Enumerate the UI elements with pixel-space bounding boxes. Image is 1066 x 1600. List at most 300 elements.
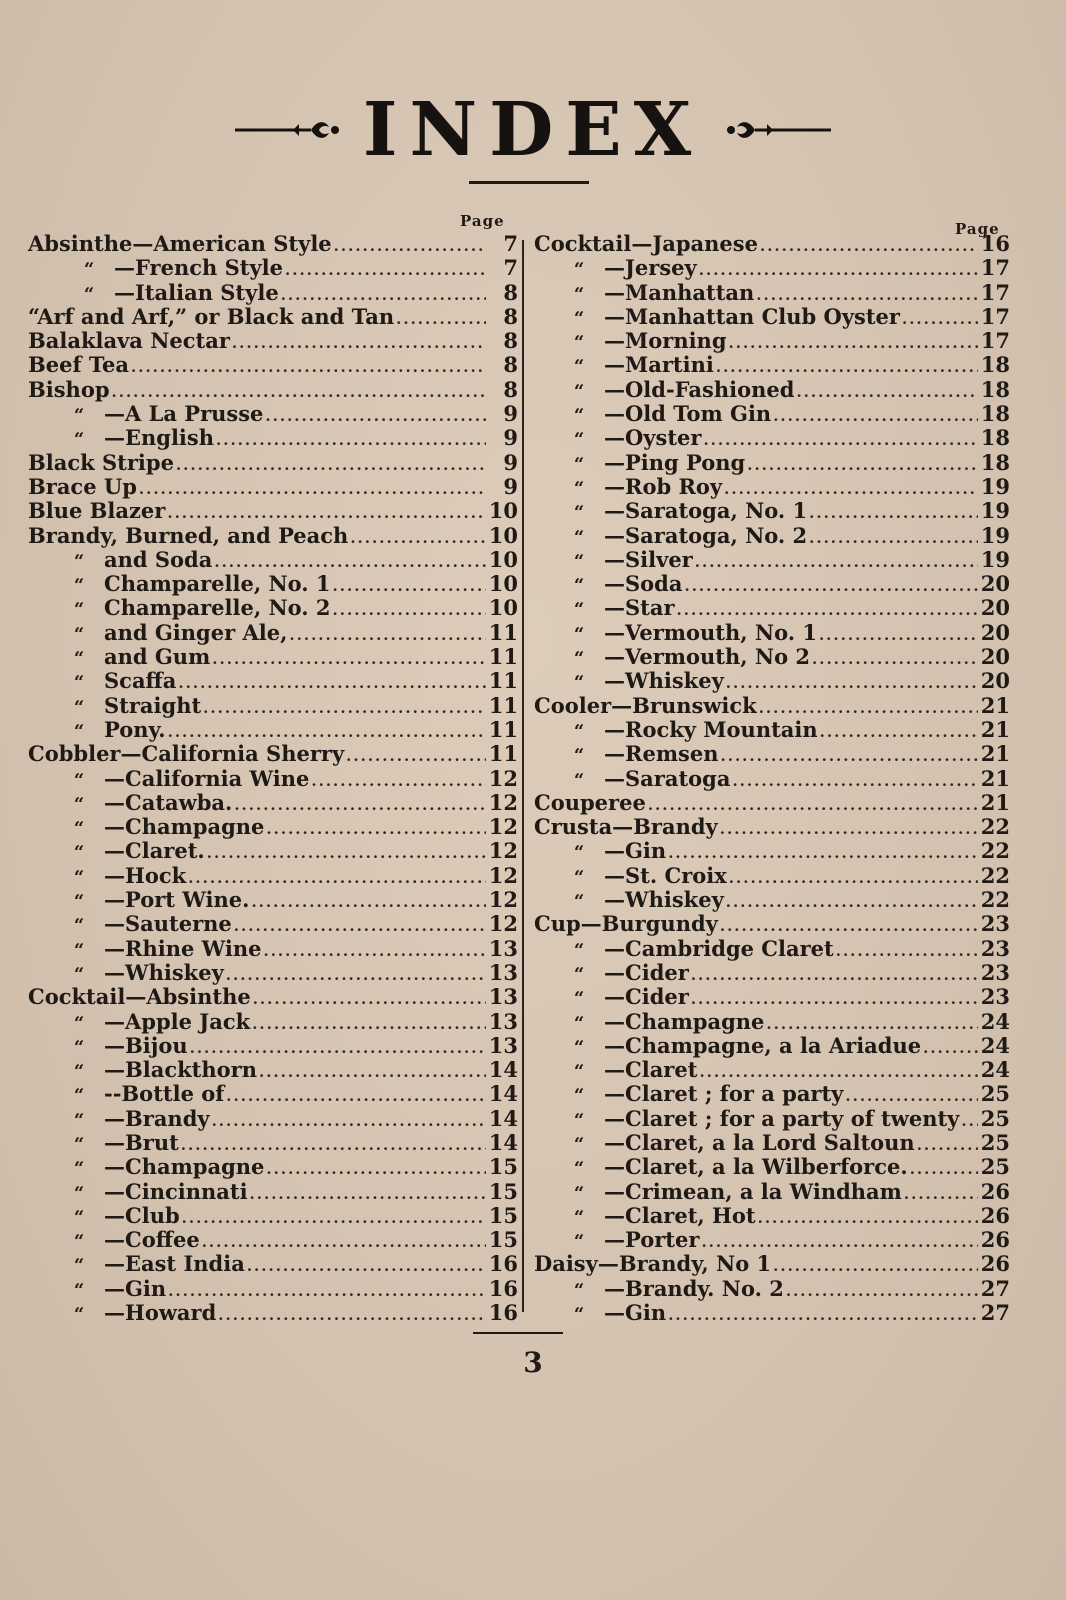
leader-dots [311,769,486,793]
ditto-mark: “ [73,648,85,670]
leader-dots [212,1109,486,1133]
entry-page-number: 15 [488,1154,518,1180]
entry-label: Straight [104,692,202,718]
entry-page-number: 7 [503,255,518,281]
entry-label: —Morning [604,328,727,354]
index-entry [28,985,518,1009]
index-entry [28,1058,518,1082]
entry-page-number: 24 [980,1032,1010,1058]
ditto-mark: “ [573,1206,585,1228]
ditto-mark: “ [573,988,585,1010]
entry-page-number: 12 [488,838,518,864]
entry-page-number: 21 [980,692,1010,718]
index-entry [534,353,1010,377]
entry-label: —French Style [114,255,284,281]
entry-label: —Coffee [104,1227,200,1253]
ditto-mark: “ [73,1085,85,1107]
index-entry [534,1252,1010,1276]
index-entry [534,1034,1010,1058]
leader-dots [259,1060,486,1084]
entry-page-number: 10 [488,595,518,621]
entry-label: —Claret ; for a party [604,1081,844,1107]
index-entry [534,451,1010,475]
leader-dots [226,1084,486,1108]
entry-page-number: 19 [980,522,1010,548]
entry-page-number: 25 [980,1129,1010,1155]
index-entry [534,256,1010,280]
entry-page-number: 13 [488,1032,518,1058]
index-entry [28,499,518,523]
entry-page-number: 17 [980,255,1010,281]
ditto-mark: “ [573,1036,585,1058]
entry-label: Cocktail—Absinthe [28,984,251,1010]
entry-page-number: 8 [503,328,518,354]
index-entry [534,572,1010,596]
entry-page-number: 10 [488,546,518,572]
index-entry [534,1277,1010,1301]
ditto-mark: “ [573,550,585,572]
entry-page-number: 18 [980,449,1010,475]
index-entry [534,839,1010,863]
title-underline [469,181,589,184]
entry-page-number: 14 [488,1105,518,1131]
entry-page-number: 13 [488,984,518,1010]
index-entry [28,1107,518,1131]
right-index-column [534,232,1010,1325]
entry-label: --Bottle of [104,1081,225,1107]
entry-page-number: 14 [488,1057,518,1083]
index-entry [534,985,1010,1009]
index-entry [534,1010,1010,1034]
entry-label: —Hock [104,862,187,888]
entry-label: —St. Croix [604,862,727,888]
leader-dots [726,671,978,695]
entry-label: —Claret, Hot [604,1202,756,1228]
ditto-mark: “ [73,1036,85,1058]
ditto-mark: “ [73,672,85,694]
index-entry [28,1204,518,1228]
index-entry [28,256,518,280]
ditto-mark: “ [73,1279,85,1301]
leader-dots [350,526,486,550]
leader-dots [812,647,978,671]
right-page-heading: Page [955,220,1000,238]
entry-label: —Sauterne [104,911,232,937]
entry-label: —Apple Jack [104,1008,251,1034]
index-entry [28,791,518,815]
entry-label: —Claret. [104,838,205,864]
entry-label: Cocktail—Japanese [534,231,758,256]
entry-page-number: 26 [980,1178,1010,1204]
entry-label: —Brandy [104,1105,210,1131]
entry-page-number: 22 [980,814,1010,840]
ditto-mark: “ [83,283,95,305]
index-entry [28,524,518,548]
entry-label: —Manhattan Club Oyster [604,303,900,329]
leader-dots [346,744,486,768]
ditto-mark: “ [573,575,585,597]
entry-label: —Jersey [604,255,697,281]
index-entry [534,1131,1010,1155]
index-entry [534,232,1010,256]
index-entry [28,961,518,985]
entry-page-number: 13 [488,1008,518,1034]
entry-page-number: 24 [980,1008,1010,1034]
ditto-mark: “ [73,891,85,913]
index-entry [534,596,1010,620]
index-entry [28,839,518,863]
entry-page-number: 9 [503,449,518,475]
leader-dots [167,501,486,525]
ditto-mark: “ [573,307,585,329]
ditto-mark: “ [73,1133,85,1155]
entry-page-number: 12 [488,911,518,937]
entry-label: —Crimean, a la Windham [604,1178,902,1204]
leader-dots [232,331,486,355]
entry-label: —Saratoga, No. 1 [604,498,808,524]
entry-page-number: 26 [980,1227,1010,1253]
ditto-mark: “ [573,259,585,281]
ditto-mark: “ [73,1206,85,1228]
entry-label: and Soda [104,546,213,572]
entry-page-number: 23 [980,911,1010,937]
ditto-mark: “ [73,623,85,645]
leader-dots [729,866,978,890]
leader-dots [333,598,486,622]
entry-page-number: 22 [980,838,1010,864]
leader-dots [691,987,978,1011]
index-entry [534,329,1010,353]
entry-page-number: 22 [980,887,1010,913]
entry-label: Cobbler—California Sherry [28,741,345,767]
index-entry [534,791,1010,815]
entry-label: —East India [104,1251,245,1277]
ditto-mark: “ [73,818,85,840]
entry-label: Bishop [28,376,110,402]
index-entry [534,1155,1010,1179]
entry-label: —Cambridge Claret [604,935,834,961]
entry-label: —Star [604,595,675,621]
index-entry [28,888,518,912]
index-entry [534,1228,1010,1252]
index-entry [534,475,1010,499]
entry-label: —Oyster [604,425,702,451]
index-entry [28,621,518,645]
leader-dots [207,841,486,865]
leader-dots [904,1182,978,1206]
ditto-mark: “ [73,1109,85,1131]
leader-dots [819,623,978,647]
leader-dots [668,1303,978,1327]
entry-page-number: 25 [980,1105,1010,1131]
entry-label: —Italian Style [114,279,279,305]
index-entry [534,742,1010,766]
entry-page-number: 23 [980,959,1010,985]
ditto-mark: “ [73,915,85,937]
ditto-mark: “ [73,1231,85,1253]
index-entry [534,1180,1010,1204]
entry-label: Champarelle, No. 1 [104,571,331,597]
ditto-mark: “ [573,1182,585,1204]
entry-label: —Brandy. No. 2 [604,1275,784,1301]
ditto-mark: “ [73,550,85,572]
leader-dots [263,939,486,963]
ditto-mark: “ [573,1109,585,1131]
entry-label: Scaffa [104,668,177,694]
index-entry [28,1082,518,1106]
ditto-mark: “ [573,720,585,742]
leader-dots [721,744,979,768]
leader-dots [917,1133,978,1157]
entry-page-number: 19 [980,546,1010,572]
index-entry [28,767,518,791]
page-number: 3 [523,1346,543,1379]
entry-label: Beef Tea [28,352,130,378]
index-entry [28,426,518,450]
ditto-mark: “ [573,356,585,378]
entry-page-number: 12 [488,862,518,888]
index-entry [534,548,1010,572]
entry-page-number: 20 [980,571,1010,597]
leader-dots [334,234,486,258]
column-divider [522,240,524,1312]
entry-page-number: 11 [488,716,518,742]
entry-label: —Claret, a la Wilberforce. [604,1154,908,1180]
leader-dots [234,914,486,938]
entry-page-number: 18 [980,376,1010,402]
entry-label: —Remsen [604,741,719,767]
leader-dots [902,307,978,331]
ditto-mark: “ [73,696,85,718]
ditto-mark: “ [73,793,85,815]
entry-label: —Champagne, a la Ariadue [604,1032,922,1058]
entry-label: —Cider [604,959,689,985]
leader-dots [285,258,486,282]
entry-label: Blue Blazer [28,498,166,524]
entry-page-number: 15 [488,1202,518,1228]
entry-page-number: 24 [980,1057,1010,1083]
index-entry [534,888,1010,912]
index-entry [534,402,1010,426]
entry-page-number: 16 [488,1275,518,1301]
entry-label: Absinthe—American Style [28,231,332,256]
entry-page-number: 25 [980,1154,1010,1180]
entry-page-number: 11 [488,668,518,694]
entry-page-number: 10 [488,571,518,597]
index-entry [28,596,518,620]
index-entry [28,548,518,572]
index-entry [534,1082,1010,1106]
left-ornament-icon [233,115,345,145]
entry-page-number: 12 [488,887,518,913]
ditto-mark: “ [73,1182,85,1204]
entry-page-number: 26 [980,1202,1010,1228]
entry-label: —Gin [604,1300,667,1326]
entry-page-number: 17 [980,303,1010,329]
leader-dots [729,331,978,355]
entry-label: —Gin [604,838,667,864]
index-entry [28,1034,518,1058]
index-entry [534,621,1010,645]
entry-label: Couperee [534,789,646,815]
entry-label: —Whiskey [604,668,724,694]
ditto-mark: “ [573,599,585,621]
index-entry [28,1010,518,1034]
entry-label: Brandy, Burned, and Peach [28,522,349,548]
entry-label: and Gum [104,644,211,670]
ditto-mark: “ [73,842,85,864]
leader-dots [139,477,486,501]
ditto-mark: “ [573,429,585,451]
entry-label: —Manhattan [604,279,755,305]
index-entry [534,718,1010,742]
leader-dots [720,817,978,841]
entry-page-number: 11 [488,644,518,670]
index-entry [534,669,1010,693]
leader-dots [203,696,486,720]
entry-label: —Howard [104,1300,217,1326]
entry-label: —Claret [604,1057,698,1083]
entry-label: —Whiskey [104,959,224,985]
index-entry [28,1228,518,1252]
index-entry [534,912,1010,936]
ditto-mark: “ [73,405,85,427]
index-entry [28,864,518,888]
leader-dots [773,404,978,428]
index-entry [28,329,518,353]
leader-dots [234,793,486,817]
entry-page-number: 11 [488,692,518,718]
ditto-mark: “ [73,963,85,985]
leader-dots [747,453,978,477]
index-entry [28,718,518,742]
leader-dots [265,404,486,428]
leader-dots [820,720,978,744]
leader-dots [796,380,978,404]
index-entry [534,767,1010,791]
entry-page-number: 9 [503,473,518,499]
entry-page-number: 8 [503,303,518,329]
leader-dots [720,914,978,938]
entry-page-number: 17 [980,328,1010,354]
entry-page-number: 14 [488,1129,518,1155]
entry-page-number: 9 [503,425,518,451]
entry-page-number: 17 [980,279,1010,305]
entry-page-number: 23 [980,935,1010,961]
ditto-mark: “ [573,939,585,961]
entry-page-number: 19 [980,473,1010,499]
ditto-mark: “ [573,477,585,499]
ditto-mark: “ [73,1158,85,1180]
entry-label: —Gin [104,1275,167,1301]
entry-page-number: 21 [980,716,1010,742]
index-entry [28,742,518,766]
index-entry [534,961,1010,985]
ditto-mark: “ [573,1231,585,1253]
entry-page-number: 10 [488,522,518,548]
entry-label: —Claret ; for a party of twenty [604,1105,960,1131]
index-entry [28,353,518,377]
index-entry [28,1131,518,1155]
leader-dots [809,526,978,550]
index-entry [534,378,1010,402]
entry-label: Daisy—Brandy, No 1 [534,1251,772,1277]
index-entry [28,281,518,305]
leader-dots [910,1157,978,1181]
index-entry [534,524,1010,548]
ditto-mark: “ [73,429,85,451]
index-entry [534,499,1010,523]
leader-dots [809,501,978,525]
ditto-mark: “ [573,891,585,913]
leader-dots [758,1206,978,1230]
ditto-mark: “ [573,769,585,791]
ditto-mark: “ [573,502,585,524]
ditto-mark: “ [573,1012,585,1034]
ditto-mark: “ [73,1012,85,1034]
index-entry [28,645,518,669]
index-entry [28,1155,518,1179]
index-entry [534,1107,1010,1131]
entry-page-number: 14 [488,1081,518,1107]
index-entry [28,694,518,718]
entry-label: —English [104,425,215,451]
entry-label: —Ping Pong [604,449,746,475]
index-entry [28,572,518,596]
leader-dots [732,769,978,793]
index-entry [534,1058,1010,1082]
left-page-heading: Page [460,212,505,230]
entry-page-number: 26 [980,1251,1010,1277]
leader-dots [773,1254,978,1278]
ditto-mark: “ [573,405,585,427]
entry-label: —Claret, a la Lord Saltoun [604,1129,915,1155]
leader-dots [923,1036,978,1060]
entry-label: —Whiskey [604,887,724,913]
index-entry [28,305,518,329]
index-entry [534,864,1010,888]
entry-label: —Porter [604,1227,700,1253]
leader-dots [786,1279,978,1303]
index-entry [28,937,518,961]
ditto-mark: “ [83,259,95,281]
ditto-mark: “ [573,1158,585,1180]
entry-label: —Rob Roy [604,473,723,499]
leader-dots [218,1303,486,1327]
index-entry [28,1252,518,1276]
index-entry [534,645,1010,669]
entry-page-number: 20 [980,595,1010,621]
ditto-mark: “ [573,623,585,645]
leader-dots [247,1254,486,1278]
entry-page-number: 8 [503,352,518,378]
entry-page-number: 27 [980,1275,1010,1301]
entry-page-number: 25 [980,1081,1010,1107]
leader-dots [253,987,486,1011]
ditto-mark: “ [573,453,585,475]
leader-dots [216,428,486,452]
leader-dots [695,550,978,574]
entry-label: —Port Wine. [104,887,250,913]
entry-page-number: 20 [980,644,1010,670]
index-entry [534,1204,1010,1228]
ditto-mark: “ [73,575,85,597]
footer-rule [473,1332,563,1334]
entry-label: —Brut [104,1129,179,1155]
left-index-column [28,232,518,1325]
index-entry [28,1301,518,1325]
leader-dots [836,939,978,963]
